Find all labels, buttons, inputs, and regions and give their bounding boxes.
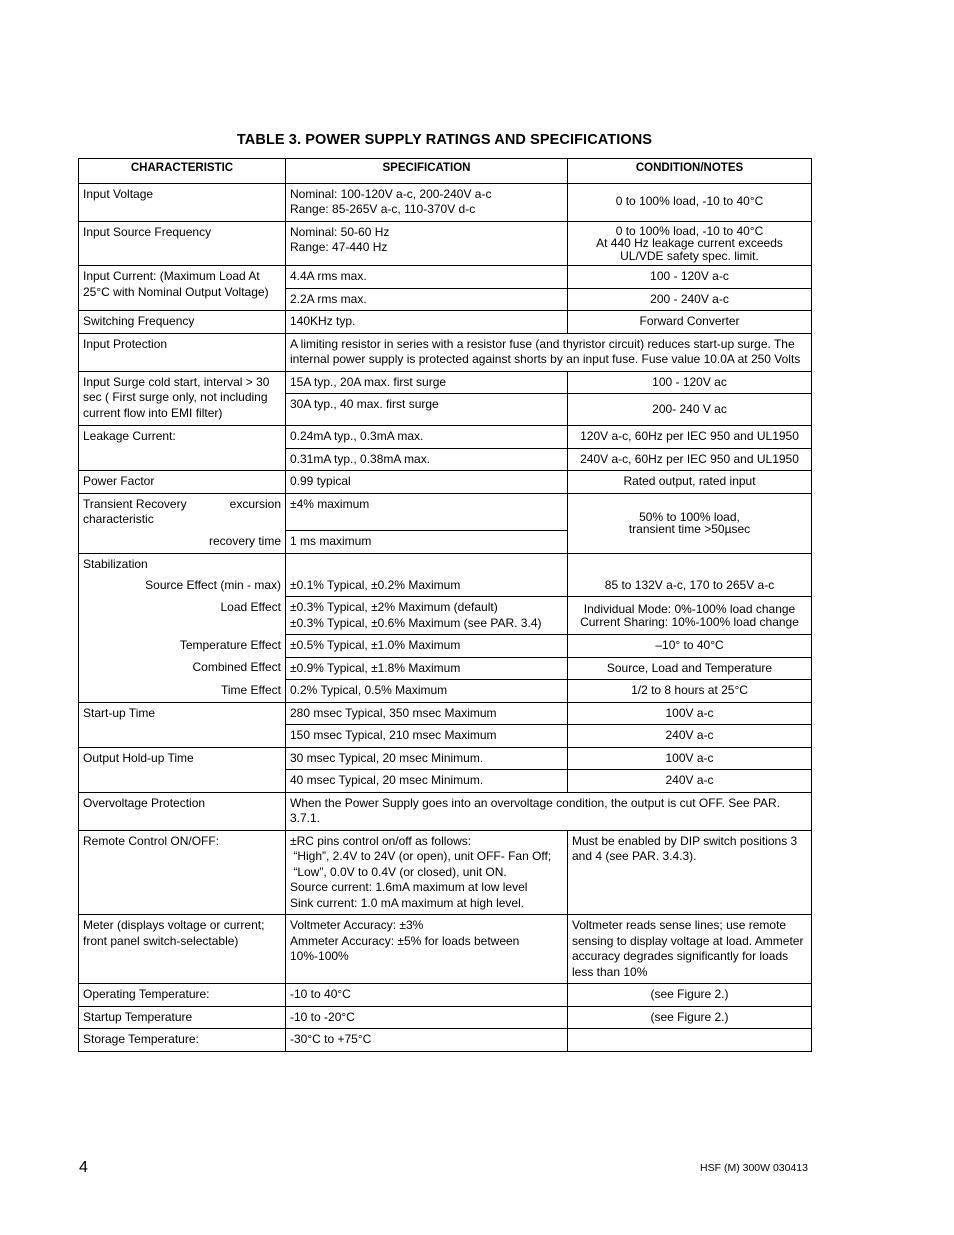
char-cell [79,553,286,597]
char-cell: Input Surge cold start, interval > 30 sec ( First surge only, not including current flow into EMI filter) [79,371,286,426]
cond-cell: 200 - 240V a-c [568,288,812,311]
cond-cell: 200- 240 V ac [568,394,812,426]
table-row [79,311,812,334]
spec-line: ±RC pins control on/off as follows: [290,833,472,848]
cond-line: transient time >50µsec [628,522,751,536]
cond-cell: 0 to 100% load, -10 to 40°C [568,183,812,221]
header-specification: SPECIFICATION [286,159,568,184]
spec-cell [286,183,568,221]
table-row [79,597,812,635]
spec-line: Nominal: 50-60 Hz [290,224,390,239]
cond-cell: Voltmeter reads sense lines; use remote sensing to display voltage at load. Ammeter accuracy degrades significantly for loads less than 10% [568,915,812,984]
char-cell: Load Effect [79,597,286,635]
char-cell: Overvoltage Protection [79,792,286,830]
header-condition: CONDITION/NOTES [568,159,812,184]
table-row [79,426,812,449]
char-cell: Meter (displays voltage or current; front panel switch-selectable) [79,915,286,984]
cond-cell: (see Figure 2.) [568,984,812,1007]
spec-cell [286,830,568,915]
table-row [79,371,812,394]
cond-line: Current Sharing: 10%-100% load change [580,614,799,629]
cond-cell [568,221,812,266]
char-cell: Operating Temperature: [79,984,286,1007]
cond-cell [568,1029,812,1052]
cond-line: 0 to 100% load, -10 to 40°C [615,223,764,238]
cond-cell: Forward Converter [568,311,812,334]
cond-cell: 240V a-c, 60Hz per IEC 950 and UL1950 [568,448,812,471]
spec-cell: 1 ms maximum [286,531,568,554]
table-row [79,657,812,680]
char-cell: Start-up Time [79,702,286,747]
spec-cell [286,915,568,984]
char-cell: Remote Control ON/OFF: [79,830,286,915]
char-line: Source Effect (min - max) [145,578,281,592]
table-title: TABLE 3. POWER SUPPLY RATINGS AND SPECIFICATIONS [236,132,653,148]
spec-cell: When the Power Supply goes into an overvoltage condition, the output is cut OFF. See PAR. 3.7.1. [286,792,812,830]
cond-cell: 240V a-c [568,770,812,793]
char-cell: Switching Frequency [79,311,286,334]
spec-cell: A limiting resistor in series with a resistor fuse (and thyristor circuit) reduces start-up surge. The internal power supply is protected against shorts by an input fuse. Fuse value 10.0A at 250 Volts [286,333,812,371]
char-line: characteristic [83,512,154,526]
cond-line: At 440 Hz leakage current exceeds [596,236,783,250]
spec-cell [286,221,568,266]
spec-line: ±0.3% Typical, ±2% Maximum (default) [290,600,498,614]
char-line: Stabilization [83,556,148,571]
spec-line: Sink current: 1.0 mA maximum at high level. [290,895,525,910]
spec-cell: 140KHz typ. [286,311,568,334]
spec-line: Range: 47-440 Hz [290,240,388,254]
char-cell: Input Protection [79,333,286,371]
spec-cell: 15A typ., 20A max. first surge [286,371,568,394]
cond-cell: 100 - 120V a-c [568,266,812,289]
char-cell: Output Hold-up Time [79,747,286,792]
table-row [79,915,812,984]
table-row [79,266,812,289]
table-row [79,830,812,915]
spec-line: Nominal: 100-120V a-c, 200-240V a-c [290,186,492,201]
char-line [83,497,281,513]
spec-line: Voltmeter Accuracy: ±3% [290,918,424,932]
specifications-table [78,158,812,1052]
cond-cell: (see Figure 2.) [568,1006,812,1029]
char-cell: Combined Effect [79,657,286,680]
spec-cell: ±4% maximum [286,493,568,531]
char-cell: Power Factor [79,471,286,494]
table-row [79,471,812,494]
table-row [79,1029,812,1052]
spec-line: Ammeter Accuracy: ±5% for loads between 10%-100% [290,933,520,963]
table-row [79,792,812,830]
spec-cell: ±0.1% Typical, ±0.2% Maximum [286,553,568,597]
char-cell: Time Effect [79,680,286,703]
page-number: 4 [79,1159,88,1176]
spec-cell: ±0.9% Typical, ±1.8% Maximum [286,657,568,680]
cond-cell [568,493,812,553]
char-cell [79,493,286,531]
char-cell: Temperature Effect [79,635,286,658]
cond-cell: 100V a-c [568,747,812,770]
cond-cell: 85 to 132V a-c, 170 to 265V a-c [568,553,812,597]
cond-cell: 100 - 120V ac [568,371,812,394]
cond-cell [568,597,812,635]
spec-line: “Low”, 0.0V to 0.4V (or closed), unit ON. [290,864,507,879]
table-row [79,747,812,770]
spec-cell: 40 msec Typical, 20 msec Minimum. [286,770,568,793]
cond-line: 50% to 100% load, [639,509,740,524]
char-cell: Leakage Current: [79,426,286,471]
char-text: excursion [229,496,281,511]
spec-cell: 30 msec Typical, 20 msec Minimum. [286,747,568,770]
spec-cell: 0.31mA typ., 0.38mA max. [286,448,568,471]
spec-cell: ±0.5% Typical, ±1.0% Maximum [286,635,568,658]
cond-cell: 240V a-c [568,725,812,748]
char-cell: Storage Temperature: [79,1029,286,1052]
spec-cell: 2.2A rms max. [286,288,568,311]
cond-cell: Rated output, rated input [568,471,812,494]
table-row [79,183,812,221]
spec-line: ±0.3% Typical, ±0.6% Maximum (see PAR. 3.4) [290,615,542,630]
spec-cell [286,597,568,635]
spec-line: Source current: 1.6mA maximum at low level [290,880,528,894]
cond-cell: Source, Load and Temperature [568,657,812,680]
spec-cell: -10 to 40°C [286,984,568,1007]
spec-cell: -30°C to +75°C [286,1029,568,1052]
cond-cell: 1/2 to 8 hours at 25°C [568,680,812,703]
document-id: HSF (M) 300W 030413 [700,1162,808,1174]
spec-cell: 150 msec Typical, 210 msec Maximum [286,725,568,748]
char-cell: Input Voltage [79,183,286,221]
char-text: Transient Recovery [83,496,187,511]
table-row [79,984,812,1007]
spec-line: “High”, 2.4V to 24V (or open), unit OFF- Fan Off; [290,849,552,863]
spec-line: Range: 85-265V a-c, 110-370V d-c [290,202,476,216]
cond-cell: –10° to 40°C [568,635,812,658]
cond-cell: Must be enabled by DIP switch positions 3 and 4 (see PAR. 3.4.3). [568,830,812,915]
table-row [79,702,812,725]
char-cell: Startup Temperature [79,1006,286,1029]
char-cell: Input Current: (Maximum Load At 25°C with Nominal Output Voltage) [79,266,286,311]
spec-cell: 4.4A rms max. [286,266,568,289]
cond-cell: 120V a-c, 60Hz per IEC 950 and UL1950 [568,426,812,449]
spec-cell: 0.2% Typical, 0.5% Maximum [286,680,568,703]
spec-cell: -10 to -20°C [286,1006,568,1029]
char-cell: Input Source Frequency [79,221,286,266]
cond-line: UL/VDE safety spec. limit. [620,248,759,263]
table-row [79,493,812,531]
table-row [79,333,812,371]
spec-cell: 0.24mA typ., 0.3mA max. [286,426,568,449]
char-cell: recovery time [79,531,286,554]
table-row [79,635,812,658]
table-row [79,553,812,597]
table-row [79,221,812,266]
cond-cell: 100V a-c [568,702,812,725]
spec-cell: 280 msec Typical, 350 msec Maximum [286,702,568,725]
spec-cell: 0.99 typical [286,471,568,494]
table-row [79,680,812,703]
header-characteristic: CHARACTERISTIC [79,159,286,184]
table-row [79,1006,812,1029]
spec-cell: 30A typ., 40 max. first surge [286,394,568,426]
cond-line: Individual Mode: 0%-100% load change [583,602,796,616]
header-row [79,159,812,184]
